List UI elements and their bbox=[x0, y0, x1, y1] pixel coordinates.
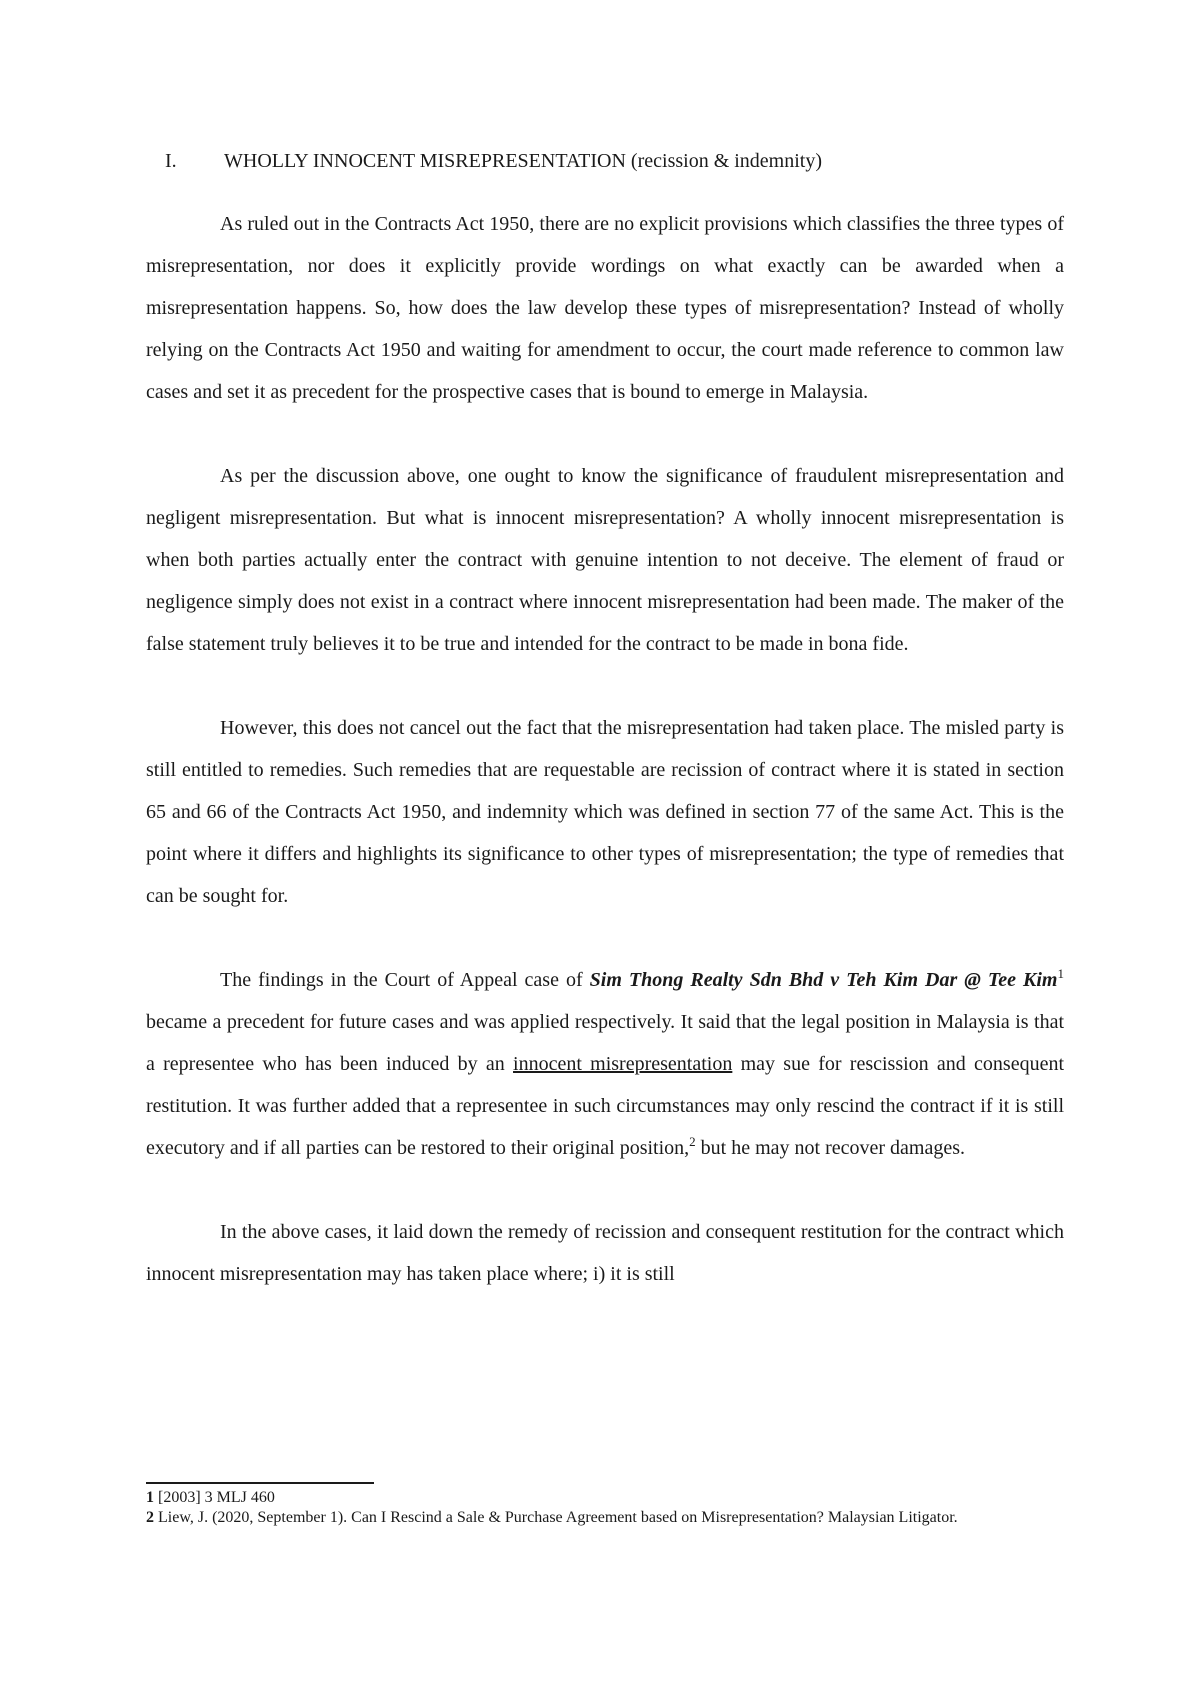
section-heading bbox=[165, 147, 822, 175]
section-number: I. bbox=[165, 150, 177, 172]
paragraph-5: In the above cases, it laid down the remedy of recission and consequent restitution for the contract which innocent misrepresentation may has taken place where; i) it is still bbox=[146, 1221, 1064, 1285]
footnotes bbox=[146, 1488, 1046, 1528]
paragraph-4 bbox=[146, 959, 1064, 1169]
footnote-ref-2[interactable]: 2 bbox=[689, 1134, 696, 1149]
footnote-1 bbox=[146, 1488, 1046, 1508]
footnote-number: 2 bbox=[146, 1509, 154, 1526]
paragraph-1: As ruled out in the Contracts Act 1950, there are no explicit provisions which classifies the three types of misrepresentation, nor does it explicitly provide wordings on what exactly can be awarded when a misrepresentation happens. So, how does the law develop these types of misrepresentation? Instead of wholly relying on the Contracts Act 1950 and waiting for amendment to occur, the court made reference to common law cases and set it as precedent for the prospective cases that is bound to emerge in Malaysia. bbox=[146, 213, 1064, 403]
footnote-number: 1 bbox=[146, 1489, 154, 1506]
section-title: WHOLLY INNOCENT MISREPRESENTATION (recission & indemnity) bbox=[224, 150, 823, 172]
footnote-separator bbox=[146, 1482, 374, 1484]
body-text bbox=[146, 203, 1064, 1295]
paragraph-3: However, this does not cancel out the fact that the misrepresentation had taken place. The misled party is still entitled to remedies. Such remedies that are requestable are recission of contract where it is stated in section 65 and 66 of the Contracts Act 1950, and indemnity which was defined in section 77 of the same Act. This is the point where it differs and highlights its significance to other types of misrepresentation; the type of remedies that can be sought for. bbox=[146, 717, 1064, 907]
paragraph-2: As per the discussion above, one ought to know the significance of fraudulent misrepresentation and negligent misrepresentation. But what is innocent misrepresentation? A wholly innocent misrepresentation is when both parties actually enter the contract with genuine intention to not deceive. The element of fraud or negligence simply does not exist in a contract where innocent misrepresentation had been made. The maker of the false statement truly believes it to be true and intended for the contract to be made in bona fide. bbox=[146, 465, 1064, 655]
case-name: Sim Thong Realty Sdn Bhd v Teh Kim Dar @ Tee Kim bbox=[589, 969, 1058, 991]
footnote-2 bbox=[146, 1508, 1046, 1528]
footnote-text: Liew, J. (2020, September 1). Can I Rescind a Sale & Purchase Agreement based on Misrepresentation? Malaysian Litigator. bbox=[154, 1509, 958, 1526]
paragraph-4-mid-1: became a precedent for future cases and was applied respectively. It said that the legal position in Malaysia is that a representee who has been induced by an bbox=[146, 1011, 1064, 1075]
footnote-ref-1[interactable]: 1 bbox=[1057, 966, 1064, 981]
paragraph-4-end: but he may not recover damages. bbox=[695, 1137, 966, 1159]
underlined-term: innocent misrepresentation bbox=[513, 1053, 733, 1075]
paragraph-4-mid-2: may sue for rescission and consequent restitution. It was further added that a representee in such circumstances may only rescind the contract if it is still executory and if all parties can be restored to their original position, bbox=[146, 1053, 1065, 1159]
footnote-text: [2003] 3 MLJ 460 bbox=[154, 1489, 275, 1506]
paragraph-4-intro: The findings in the Court of Appeal case of bbox=[220, 969, 590, 991]
